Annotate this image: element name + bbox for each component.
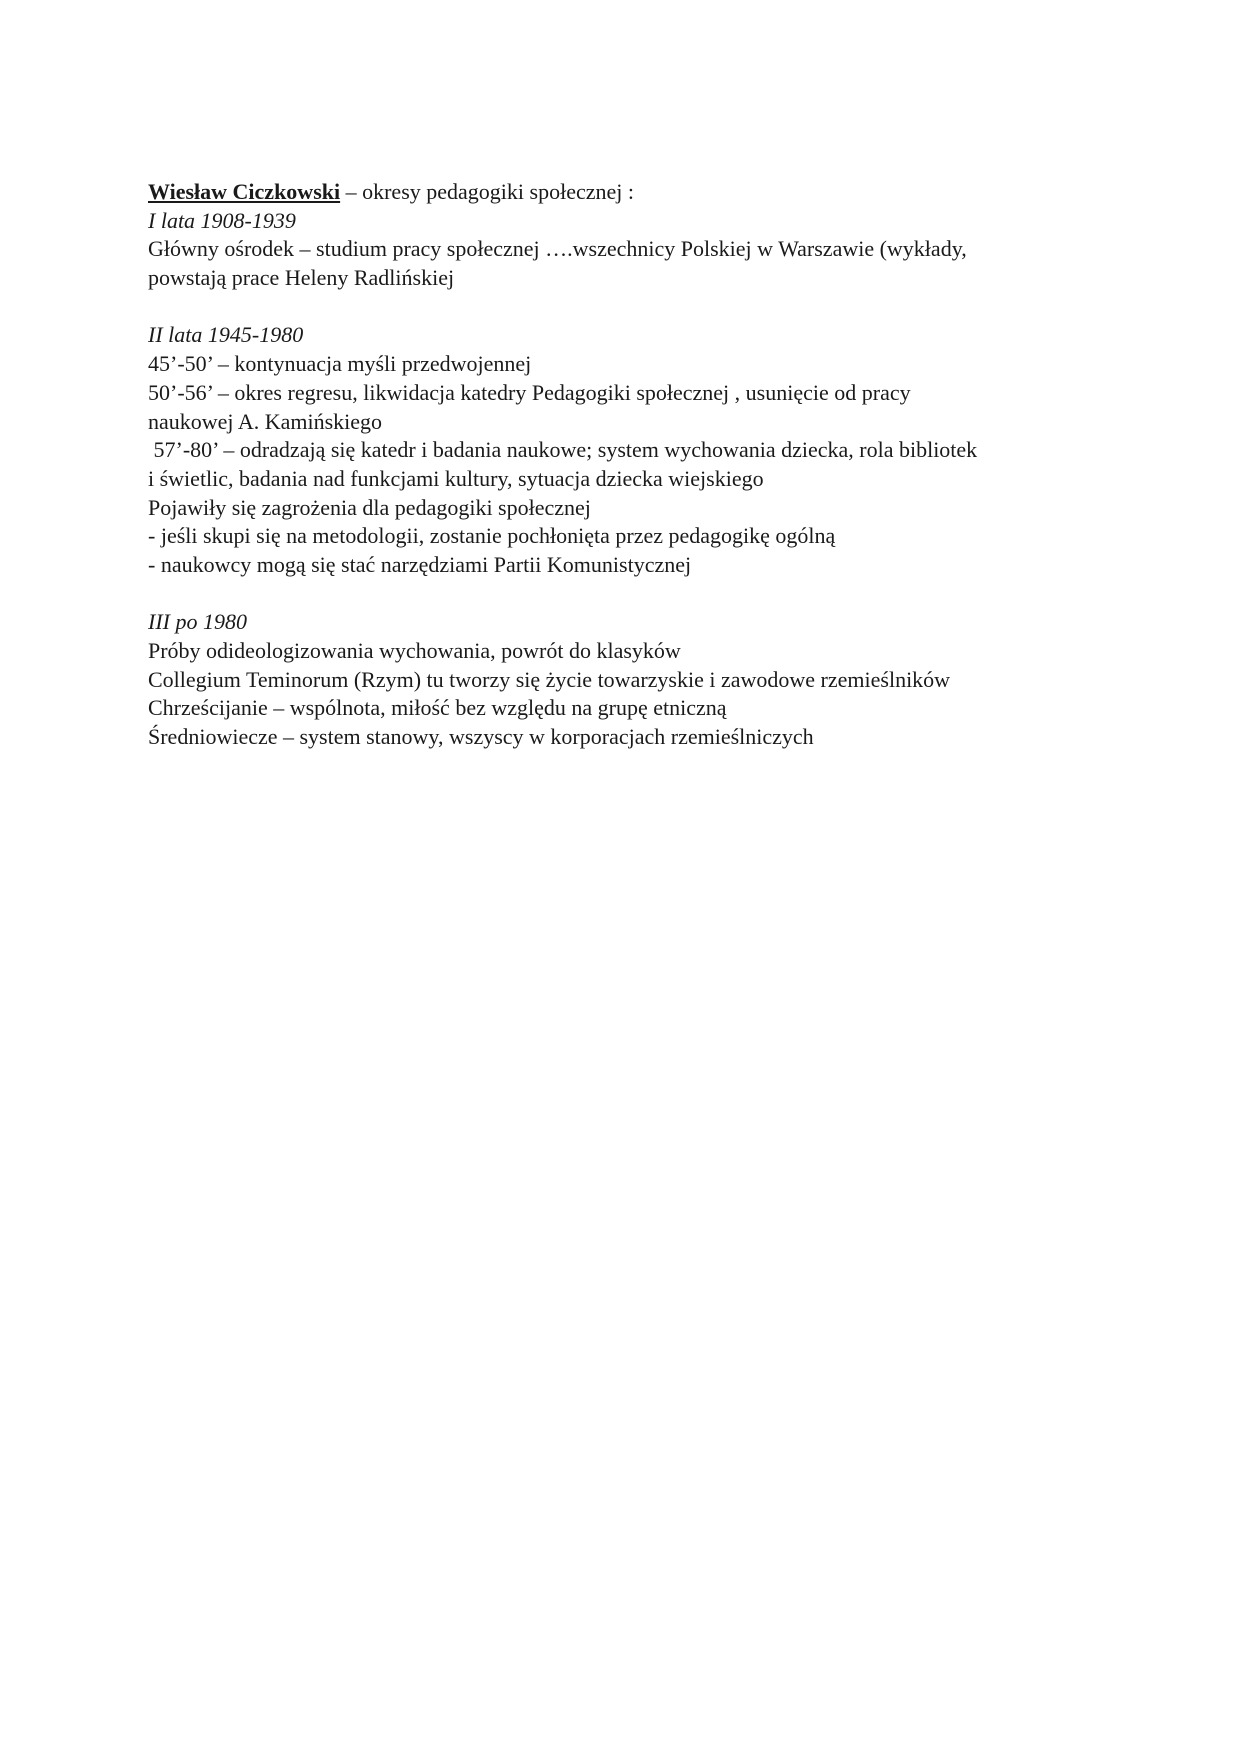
text-line: - naukowcy mogą się stać narzędziami Partii Komunistycznej xyxy=(148,551,692,577)
text-line: naukowej A. Kamińskiego xyxy=(148,408,383,434)
period-title-3: III po 1980 xyxy=(148,609,247,635)
text-line: Collegium Teminorum (Rzym) tu tworzy się życie towarzyskie i zawodowe rzemieślników xyxy=(148,666,951,692)
document-body xyxy=(148,178,1108,752)
author-name: Wiesław Ciczkowski xyxy=(148,179,341,204)
text-line: i świetlic, badania nad funkcjami kultury, sytuacja dziecka wiejskiego xyxy=(148,465,764,491)
text-line: Główny ośrodek – studium pracy społecznej ….wszechnicy Polskiej w Warszawie (wykłady, xyxy=(148,236,967,262)
text-line: 57’-80’ – odradzają się katedr i badania naukowe; system wychowania dziecka, rola bibliotek xyxy=(148,437,978,463)
paragraph-spacer xyxy=(148,580,1108,609)
period-title-1: I lata 1908-1939 xyxy=(148,207,296,233)
text-line: Pojawiły się zagrożenia dla pedagogiki społecznej xyxy=(148,494,591,520)
period-title-2: II lata 1945-1980 xyxy=(148,322,304,348)
text-line: Chrześcijanie – wspólnota, miłość bez względu na grupę etniczną xyxy=(148,695,727,721)
document-heading xyxy=(148,178,1108,207)
text-line: 50’-56’ – okres regresu, likwidacja katedry Pedagogiki społecznej , usunięcie od pracy xyxy=(148,379,911,405)
text-line: Średniowiecze – system stanowy, wszyscy w korporacjach rzemieślniczych xyxy=(148,724,814,750)
text-line: powstają prace Heleny Radlińskiej xyxy=(148,265,455,291)
heading-topic: – okresy pedagogiki społecznej : xyxy=(340,179,634,204)
text-line: - jeśli skupi się na metodologii, zostanie pochłonięta przez pedagogikę ogólną xyxy=(148,523,836,549)
paragraph-spacer xyxy=(148,293,1108,322)
text-line: Próby odideologizowania wychowania, powrót do klasyków xyxy=(148,638,681,663)
text-line: 45’-50’ – kontynuacja myśli przedwojennej xyxy=(148,351,532,377)
